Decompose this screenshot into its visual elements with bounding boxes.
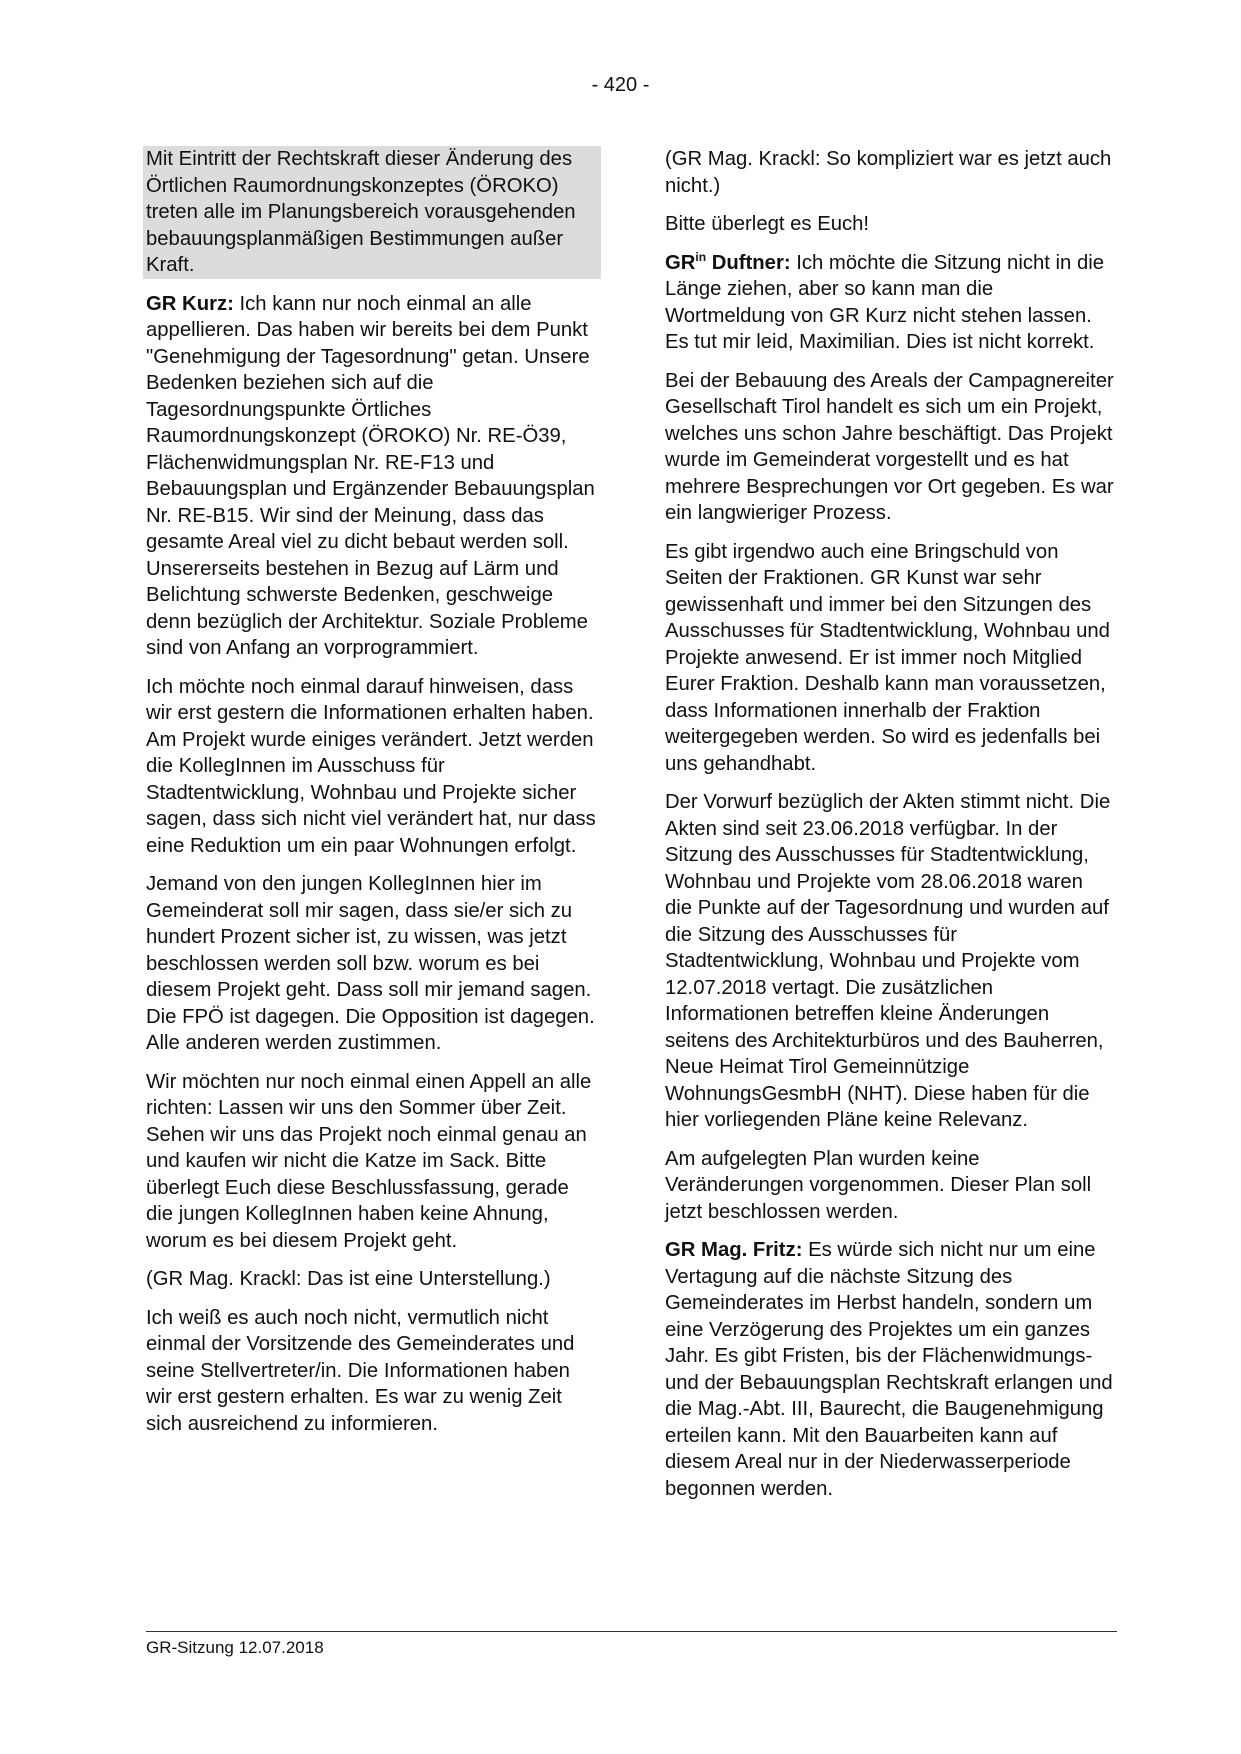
paragraph: Bei der Bebauung des Areals der Campagnereiter Gesellschaft Tirol handelt es sich um ein Projekt, welches uns schon Jahre beschäftigt. Das Projekt wurde im Gemeinderat vorgestellt und es hat mehrere Besprechungen vor Ort gegeben. Es war ein langwieriger Prozess.: [665, 369, 1114, 524]
speaker-label: [665, 249, 791, 274]
interjection: (GR Mag. Krackl: So kompliziert war es jetzt auch nicht.): [665, 148, 1112, 197]
paragraph-kurz: [146, 291, 596, 662]
speaker-label: GR Mag. Fritz:: [665, 1239, 803, 1261]
paragraph: Am aufgelegten Plan wurden keine Veränderungen vorgenommen. Dieser Plan soll jetzt beschlossen werden.: [665, 1147, 1092, 1223]
right-column: [665, 146, 1115, 1514]
paragraph-duftner: [665, 250, 1115, 356]
gender-superscript: in: [695, 249, 707, 264]
highlighted-paragraph: Mit Eintritt der Rechtskraft dieser Änderung des Örtlichen Raumordnungskonzeptes (ÖROKO) treten alle im Planungsbereich vorausgehenden bebauungsplanmäßigen Bestimmungen außer Kraft.: [143, 146, 601, 279]
paragraph: Der Vorwurf bezüglich der Akten stimmt nicht. Die Akten sind seit 23.06.2018 verfügbar. In der Sitzung des Ausschusses für Stadtentwicklung, Wohnbau und Projekte vom 28.06.2018 waren die Punkte auf der Tagesordnung und wurden auf die Sitzung des Ausschusses für Stadtentwicklung, Wohnbau und Projekte vom 12.07.2018 vertagt. Die zusätzlichen Informationen betreffen kleine Änderungen seitens des Architekturbüros und des Bauherren, Neue Heimat Tirol Gemeinnützige WohnungsGesmbH (NHT). Diese haben für die hier vorliegenden Pläne keine Relevanz.: [665, 791, 1111, 1131]
paragraph: Bitte überlegt es Euch!: [665, 213, 870, 235]
paragraph: Ich möchte noch einmal darauf hinweisen, dass wir erst gestern die Informationen erhalten haben. Am Projekt wurde einiges verändert. Jetzt werden die KollegInnen im Ausschuss für Stadtentwicklung, Wohnbau und Projekte sicher sagen, dass sich nicht viel verändert hat, nur dass eine Reduktion um ein paar Wohnungen erfolgt.: [146, 675, 596, 857]
paragraph: Ich weiß es auch noch nicht, vermutlich nicht einmal der Vorsitzende des Gemeinderates und seine Stellvertreter/in. Die Informationen haben wir erst gestern erhalten. Es war zu wenig Zeit sich ausreichend zu informieren.: [146, 1306, 575, 1435]
speaker-name: Duftner:: [706, 251, 791, 274]
paragraph: Jemand von den jungen KollegInnen hier im Gemeinderat soll mir sagen, dass sie/er sich zu hundert Prozent sicher ist, zu wissen, was jetzt beschlossen werden soll bzw. worum es bei diesem Projekt geht. Dass soll mir jemand sagen. Die FPÖ ist dagegen. Die Opposition ist dagegen. Alle anderen werden zustimmen.: [146, 873, 595, 1054]
paragraph: Wir möchten nur noch einmal einen Appell an alle richten: Lassen wir uns den Sommer über Zeit. Sehen wir uns das Projekt noch einmal genau an und kaufen wir nicht die Katze im Sack. Bitte überlegt Euch diese Beschlussfassung, gerade die jungen KollegInnen haben keine Ahnung, worum es bei diesem Projekt geht.: [146, 1070, 592, 1252]
footer-divider: [146, 1631, 1117, 1632]
paragraph-text: Ich möchte die Sitzung nicht in die Länge ziehen, aber so kann man die Wortmeldung von GR Kurz nicht stehen lassen. Es tut mir leid, Maximilian. Dies ist nicht korrekt.: [665, 251, 1105, 353]
interjection: (GR Mag. Krackl: Das ist eine Unterstellung.): [146, 1268, 551, 1290]
paragraph-text: Es würde sich nicht nur um eine Vertagung auf die nächste Sitzung des Gemeinderates im Herbst handeln, sondern um eine Verzögerung des Projektes um ein ganzes Jahr. Es gibt Fristen, bis der Flächenwidmungs- und der Bebauungsplan Rechtskraft erlangen und die Mag.-Abt. III, Baurecht, die Baugenehmigung erteilen kann. Mit den Bauarbeiten kann auf diesem Areal nur in der Niederwasserperiode begonnen werden.: [665, 1239, 1113, 1500]
paragraph-fritz: [665, 1237, 1115, 1502]
left-column: [146, 146, 596, 1449]
paragraph: Es gibt irgendwo auch eine Bringschuld von Seiten der Fraktionen. GR Kunst war sehr gewissenhaft und immer bei den Sitzungen des Ausschusses für Stadtentwicklung, Wohnbau und Projekte anwesend. Er ist immer noch Mitglied Eurer Fraktion. Deshalb kann man voraussetzen, dass Informationen innerhalb der Fraktion weitergegeben werden. So wird es jedenfalls bei uns gehandhabt.: [665, 540, 1110, 775]
paragraph-text: Ich kann nur noch einmal an alle appellieren. Das haben wir bereits bei dem Punkt "Genehmigung der Tagesordnung" getan. Unsere Bedenken beziehen sich auf die Tagesordnungspunkte Örtliches Raumordnungskonzept (ÖROKO) Nr. RE-Ö39, Flächenwidmungsplan Nr. RE-F13 und Bebauungsplan und Ergänzender Bebauungsplan Nr. RE-B15. Wir sind der Meinung, dass das gesamte Areal viel zu dicht bebaut werden soll. Unsererseits bestehen in Bezug auf Lärm und Belichtung schwerste Bedenken, geschweige denn bezüglich der Architektur. Soziale Probleme sind von Anfang an vorprogrammiert.: [146, 292, 595, 659]
page-number: - 420 -: [591, 74, 650, 96]
footer-text: GR-Sitzung 12.07.2018: [146, 1638, 324, 1657]
speaker-label: GR Kurz:: [146, 292, 234, 315]
speaker-prefix: GR: [665, 251, 696, 274]
